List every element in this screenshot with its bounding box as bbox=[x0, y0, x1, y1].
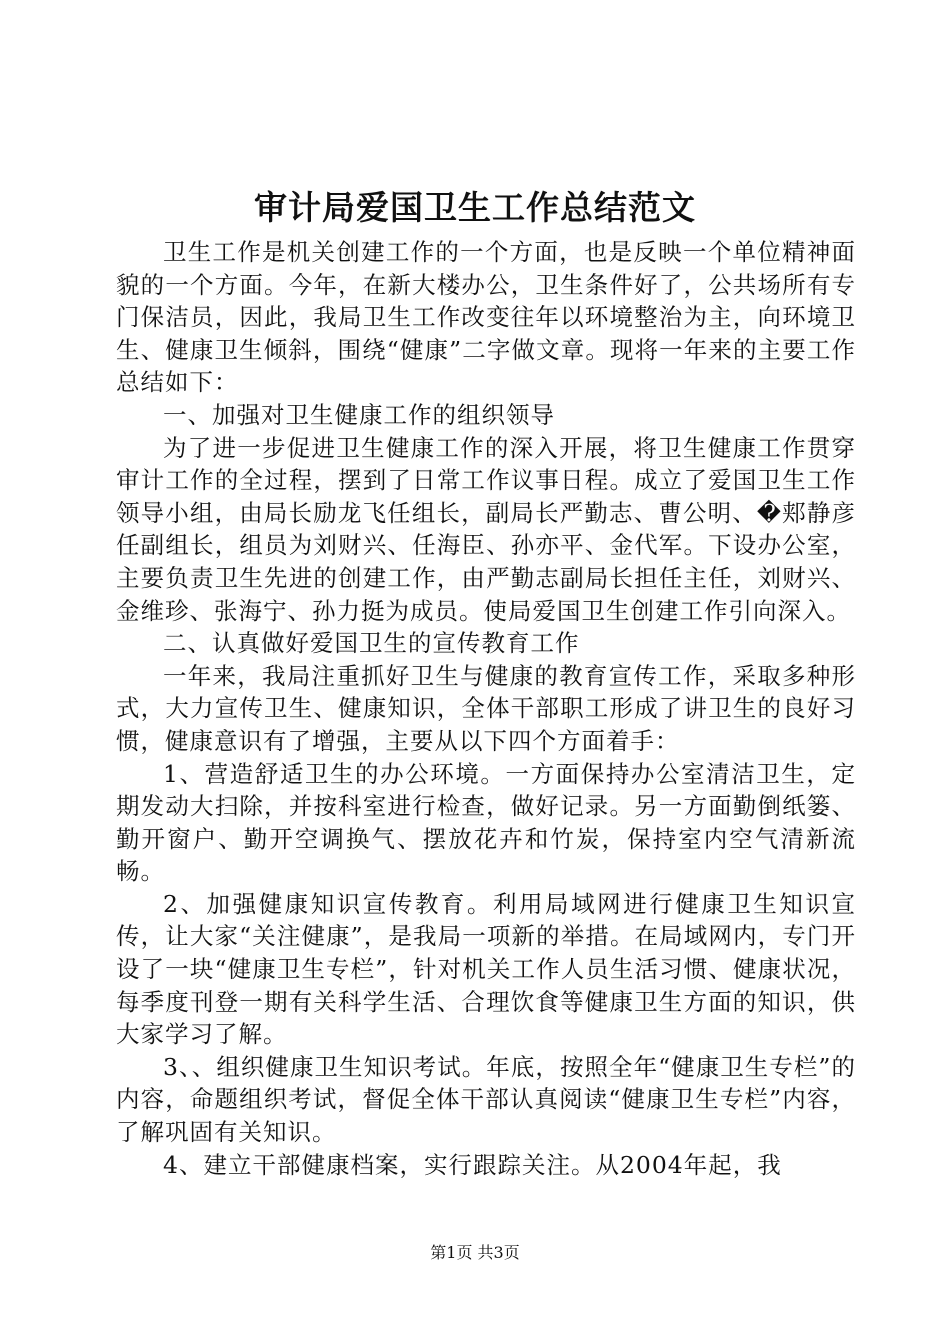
document-title: 审计局爱国卫生工作总结范文 bbox=[254, 188, 696, 227]
document-body bbox=[116, 236, 856, 1181]
section-heading-1: 一、加强对卫生健康工作的组织领导 bbox=[163, 400, 555, 429]
paragraph-item-1: 1、营造舒适卫生的办公环境。一方面保持办公室清洁卫生，定期发动大扫除，并按科室进行检查，做好记录。另一方面勤倒纸篓、勤开窗户、勤开空调换气、摆放花卉和竹炭，保持室内空气清新流畅。 bbox=[116, 759, 856, 886]
paragraph-item-4: 4、建立干部健康档案，实行跟踪关注。从2004年起，我 bbox=[163, 1150, 782, 1179]
paragraph-item-3: 3、、组织健康卫生知识考试。年底，按照全年“健康卫生专栏”的内容，命题组织考试，督促全体干部认真阅读“健康卫生专栏”内容，了解巩固有关知识。 bbox=[116, 1052, 856, 1147]
paragraph-publicity: 一年来，我局注重抓好卫生与健康的教育宣传工作，采取多种形式，大力宣传卫生、健康知识，全体干部职工形成了讲卫生的良好习惯，健康意识有了增强，主要从以下四个方面着手： bbox=[116, 661, 856, 755]
paragraph-intro: 卫生工作是机关创建工作的一个方面，也是反映一个单位精神面貌的一个方面。今年，在新大楼办公，卫生条件好了，公共场所有专门保洁员，因此，我局卫生工作改变往年以环境整治为主，向环境卫生、健康卫生倾斜，围绕“健康”二字做文章。现将一年来的主要工作总结如下： bbox=[116, 238, 856, 397]
section-heading-2: 二、认真做好爱国卫生的宣传教育工作 bbox=[163, 629, 580, 658]
paragraph-item-2: 2、加强健康知识宣传教育。利用局域网进行健康卫生知识宣传，让大家“关注健康”，是我局一项新的举措。在局域网内，专门开设了一块“健康卫生专栏”，针对机关工作人员生活习惯、健康状况，每季度刊登一期有关科学生活、合理饮食等健康卫生方面的知识，供大家学习了解。 bbox=[116, 889, 856, 1049]
paragraph-organization: 为了进一步促进卫生健康工作的深入开展，将卫生健康工作贯穿审计工作的全过程，摆到了日常工作议事日程。成立了爱国卫生工作领导小组，由局长励龙飞任组长，副局长严勤志、曹公明、�郏静彦任副组长，组员为刘财兴、任海臣、孙亦平、金代军。下设办公室，主要负责卫生先进的创建工作，由严勤志副局长担任主任，刘财兴、金维珍、张海宁、孙力挺为成员。使局爱国卫生创建工作引向深入。 bbox=[116, 433, 856, 625]
page-number-footer: 第1页 共3页 bbox=[430, 1243, 520, 1262]
